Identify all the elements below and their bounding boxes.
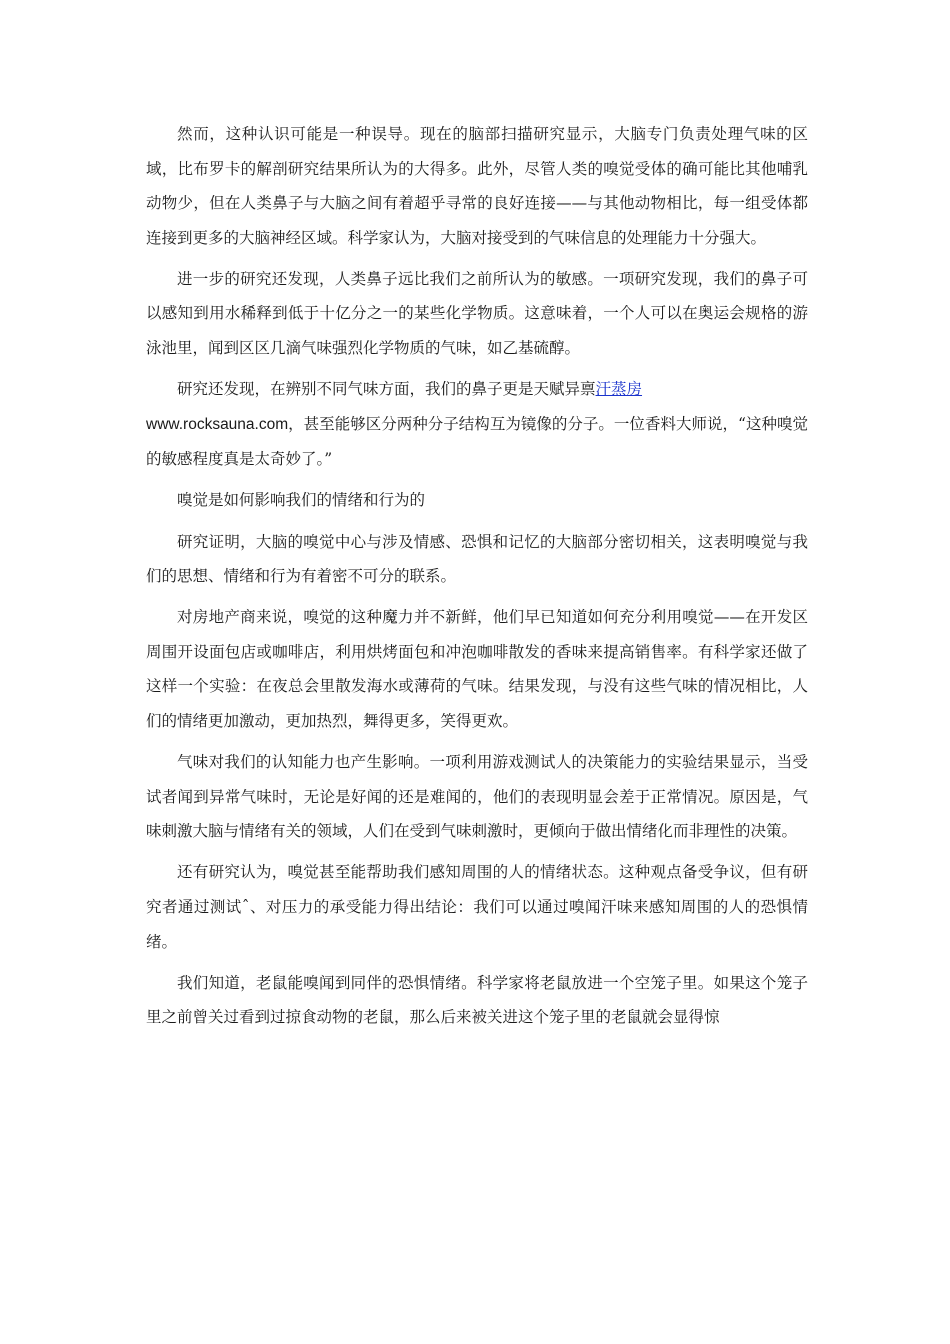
section-heading: 嗅觉是如何影响我们的情绪和行为的 bbox=[177, 491, 426, 510]
paragraph: 然而，这种认识可能是一种误导。现在的脑部扫描研究显示，大脑专门负责处理气味的区域，比布罗卡的解剖研究结果所认为的大得多。此外，尽管人类的嗅觉受体的确可能比其他哺乳动物少，但在人类鼻子与大脑之间有着超乎寻常的良好连接——与其他动物相比，每一组受体都连接到更多的大脑神经区域。科学家认为，大脑对接受到的气味信息的处理能力十分强大。 bbox=[146, 125, 808, 247]
sauna-link[interactable]: 汗蒸房 bbox=[595, 380, 643, 399]
paragraph: 气味对我们的认知能力也产生影响。一项利用游戏测试人的决策能力的实验结果显示，当受试者闻到异常气味时，无论是好闻的还是难闻的，他们的表现明显会差于正常情况。原因是，气味刺激大脑与情绪有关的领域，人们在受到气味刺激时，更倾向于做出情绪化而非理性的决策。 bbox=[146, 753, 808, 841]
website-url: www.rocksauna.com bbox=[146, 415, 289, 433]
paragraph: 我们知道，老鼠能嗅闻到同伴的恐惧情绪。科学家将老鼠放进一个空笼子里。如果这个笼子里之前曾关过看到过掠食动物的老鼠，那么后来被关进这个笼子里的老鼠就会显得惊 bbox=[146, 973, 808, 1027]
paragraph: 研究证明，大脑的嗅觉中心与涉及情感、恐惧和记忆的大脑部分密切相关，这表明嗅觉与我们的思想、情绪和行为有着密不可分的联系。 bbox=[146, 532, 808, 586]
paragraph-text: ，甚至能够区分两种分子结构互为镜像的分子。一位香料大师说，“这种嗅觉的敏感程度真是太奇妙了。” bbox=[146, 414, 808, 469]
paragraph: 还有研究认为，嗅觉甚至能帮助我们感知周围的人的情绪状态。这种观点备受争议，但有研究者通过测试ˆ、对压力的承受能力得出结论：我们可以通过嗅闻汗味来感知周围的人的恐惧情绪。 bbox=[146, 863, 808, 951]
paragraph-text: 研究还发现，在辨别不同气味方面，我们的鼻子更是天赋异禀 bbox=[177, 380, 596, 399]
document-body bbox=[146, 117, 808, 1041]
paragraph: 对房地产商来说，嗅觉的这种魔力并不新鲜，他们早已知道如何充分利用嗅觉——在开发区周围开设面包店或咖啡店，利用烘烤面包和冲泡咖啡散发的香味来提高销售率。有科学家还做了这样一个实验：在夜总会里散发海水或薄荷的气味。结果发现，与没有这些气味的情况相比，人们的情绪更加激动，更加热烈，舞得更多，笑得更欢。 bbox=[146, 608, 808, 730]
paragraph: 进一步的研究还发现，人类鼻子远比我们之前所认为的敏感。一项研究发现，我们的鼻子可以感知到用水稀释到低于十亿分之一的某些化学物质。这意味着，一个人可以在奥运会规格的游泳池里，闻到区区几滴气味强烈化学物质的气味，如乙基硫醇。 bbox=[146, 269, 808, 358]
paragraph-with-link bbox=[146, 372, 808, 477]
